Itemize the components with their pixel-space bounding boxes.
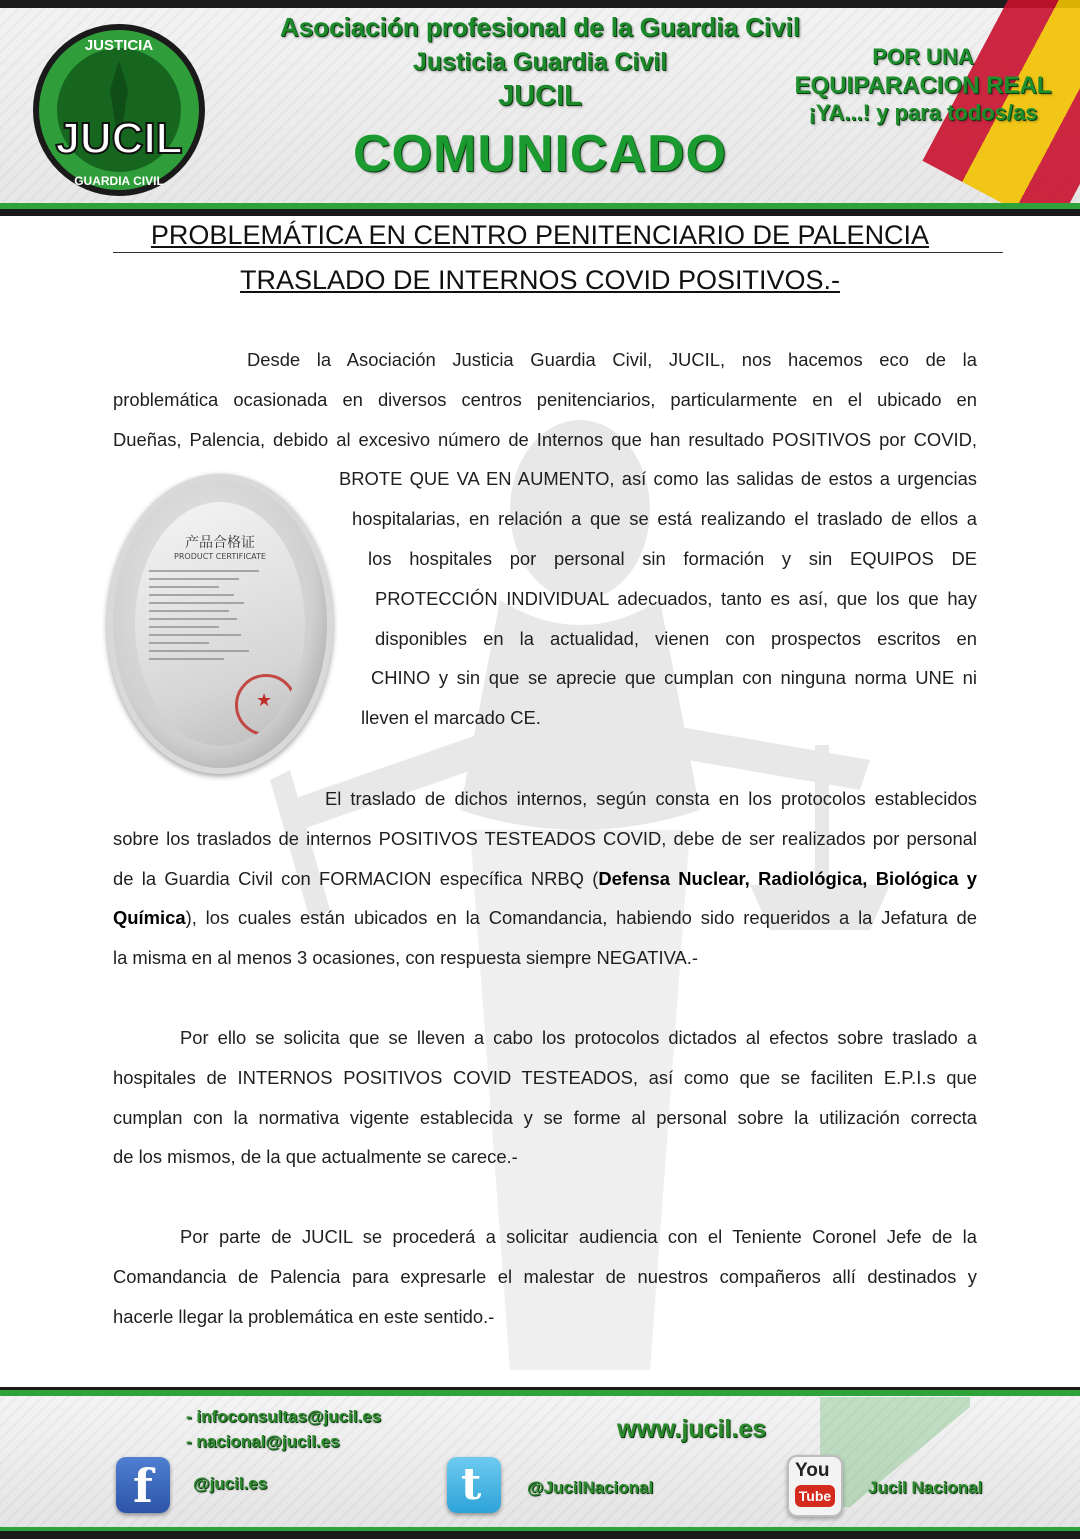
paragraph-2-line: la misma en al menos 3 ocasiones, con respuesta siempre NEGATIVA.-	[113, 947, 698, 969]
paragraph-4	[113, 1217, 977, 1336]
paragraph-2-line: El traslado de dichos internos, según consta en los protocolos establecidos	[325, 788, 977, 809]
paragraph-1-line: Desde la Asociación Justicia Guardia Civil, JUCIL, nos hacemos eco de la	[247, 349, 977, 370]
paragraph-1-line: hospitalarias, en relación a que se está realizando el traslado de ellos a	[352, 508, 977, 530]
nrbq-definition: Defensa Nuclear, Radiológica, Biológica y	[598, 867, 977, 889]
footer-bottom-rule	[0, 1527, 1080, 1539]
paragraph-2-line	[113, 898, 977, 938]
paragraph-3-line: hospitales de INTERNOS POSITIVOS COVID TESTEADOS, así como que se faciliten E.P.I.s que	[113, 1066, 977, 1088]
facebook-handle[interactable]: @jucil.es	[193, 1474, 268, 1493]
letterhead-header	[0, 0, 1080, 216]
nrbq-definition-end: Química	[113, 907, 186, 929]
title-divider	[113, 252, 1003, 253]
header-jucil: JUCIL	[498, 80, 582, 112]
youtube-handle[interactable]: Jucil Nacional	[868, 1478, 983, 1497]
paragraph-4-line: Comandancia de Palencia para expresarle el malestar de nuestros compañeros allí destinados y	[113, 1265, 977, 1287]
paragraph-3-line: de los mismos, de la que actualmente se carece.-	[113, 1146, 518, 1168]
paragraph-2	[113, 779, 977, 978]
email-nacional[interactable]: - nacional@jucil.es	[186, 1432, 340, 1451]
slogan-line-3: ¡YA...! y para todos/as	[808, 100, 1038, 125]
paragraph-1-line: Dueñas, Palencia, debido al excesivo número de Internos que han resultado POSITIVOS por COVID,	[113, 428, 977, 450]
paragraph-1-line: PROTECCIÓN INDIVIDUAL adecuados, tanto es así, que los que hay	[375, 587, 977, 609]
jucil-logo	[28, 20, 210, 200]
paragraph-1-line: los hospitales por personal sin formación y sin EQUIPOS DE	[368, 547, 977, 569]
paragraph-1-line: CHINO y sin que se aprecie que cumplan con ninguna norma UNE ni	[371, 667, 977, 689]
email-infoconsultas[interactable]: - infoconsultas@jucil.es	[186, 1407, 382, 1426]
certificate-english-title: PRODUCT CERTIFICATE	[174, 552, 266, 561]
header-top-rule	[0, 0, 1080, 8]
logo-top-text: JUSTICIA	[84, 37, 154, 54]
paragraph-1	[113, 340, 977, 738]
paragraph-3	[113, 1018, 977, 1177]
paragraph-4-line: hacerle llegar la problemática en este sentido.-	[113, 1305, 495, 1327]
header-bottom-rule	[0, 203, 1080, 216]
footer-top-rule	[0, 1387, 1080, 1396]
header-comunicado: COMUNICADO	[353, 125, 727, 183]
facebook-icon[interactable]	[116, 1457, 170, 1513]
header-association-name: Asociación profesional de la Guardia Civil	[279, 12, 801, 42]
document-title-line-1: PROBLEMÁTICA EN CENTRO PENITENCIARIO DE PALENCIA	[150, 220, 930, 250]
paragraph-2-text: de la Guardia Civil con FORMACION específica NRBQ (	[113, 867, 599, 889]
paragraph-2-line	[113, 859, 977, 899]
website-link[interactable]: www.jucil.es	[617, 1415, 767, 1443]
paragraph-1-line: BROTE QUE VA EN AUMENTO, así como las salidas de estos a urgencias	[339, 468, 977, 490]
youtube-tube-text: Tube	[795, 1485, 835, 1507]
youtube-you-text: You	[795, 1460, 830, 1481]
certificate-chinese-title: 产品合格证	[185, 535, 255, 551]
facebook-glyph: f	[133, 1459, 153, 1513]
slogan-line-1: POR UNA	[872, 44, 974, 69]
document-title-line-2: TRASLADO DE INTERNOS COVID POSITIVOS.-	[239, 265, 841, 295]
logo-main-text: JUCIL	[55, 114, 183, 163]
paragraph-2-text: ), los cuales están ubicados en la Comandancia, habiendo sido requeridos a la Jefatura de	[185, 907, 977, 929]
paragraph-1-line: lleven el marcado CE.	[361, 707, 541, 729]
letterhead-footer	[0, 1387, 1080, 1539]
header-justicia: Justicia Guardia Civil	[412, 48, 668, 76]
twitter-icon[interactable]	[447, 1457, 501, 1513]
logo-bottom-text: GUARDIA CIVIL	[74, 174, 164, 188]
twitter-handle[interactable]: @JucilNacional	[527, 1478, 654, 1497]
twitter-glyph: t	[461, 1459, 482, 1510]
paragraph-2-line: sobre los traslados de internos POSITIVOS TESTEADOS COVID, debe de ser realizados por personal	[113, 827, 977, 849]
paragraph-4-line: Por parte de JUCIL se procederá a solicitar audiencia con el Teniente Coronel Jefe de la	[180, 1226, 977, 1247]
paragraph-1-line: disponibles en la actualidad, vienen con prospectos escritos en	[375, 627, 977, 649]
paragraph-3-line: cumplan con la normativa vigente establecida y se forme al personal sobre la utilización correcta	[113, 1106, 977, 1128]
slogan-line-2: EQUIPARACION REAL	[794, 72, 1052, 99]
youtube-icon[interactable]	[787, 1455, 843, 1517]
paragraph-3-line: Por ello se solicita que se lleven a cabo los protocolos dictados al efectos sobre traslado a	[180, 1027, 977, 1048]
stamp-star-icon: ★	[256, 690, 273, 711]
paragraph-1-line: problemática ocasionada en diversos centros penitenciarios, particularmente en el ubicado en	[113, 388, 977, 410]
